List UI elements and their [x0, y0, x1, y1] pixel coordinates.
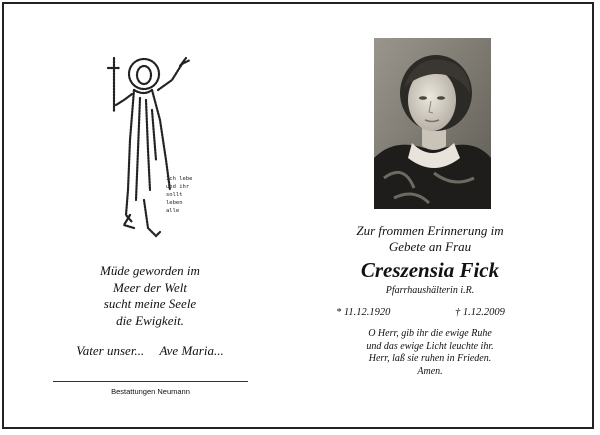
intro-line: Gebete an Frau	[388, 239, 472, 254]
inscription-line: sollt	[166, 192, 183, 198]
prayer-our-father: Vater unser...	[76, 343, 145, 358]
risen-christ-illustration	[100, 50, 200, 240]
deceased-name: Creszensia Fick	[360, 258, 500, 282]
poem-line: Meer der Welt	[113, 279, 187, 295]
poem-line: die Ewigkeit.	[116, 312, 184, 328]
inscription-line: Ich lebe	[166, 176, 193, 182]
death-date: † 1.12.2009	[455, 307, 505, 318]
inscription-line: alle	[166, 208, 180, 214]
prayer-hail-mary: Ave Maria...	[159, 343, 224, 358]
intro-line: Zur frommen Erinnerung im	[356, 223, 504, 238]
portrait-image	[374, 38, 491, 209]
inscription-line: leben	[166, 200, 183, 206]
poem-line: sucht meine Seele	[103, 296, 197, 311]
portrait-photo	[374, 38, 491, 209]
divider-line	[53, 381, 248, 382]
birth-date: * 11.12.1920	[336, 307, 391, 318]
blessing-line: und das ewige Licht leuchte ihr.	[366, 340, 494, 352]
undertaker-name: Bestattungen Neumann	[111, 387, 190, 396]
occupation: Pfarrhaushälterin i.R.	[385, 285, 475, 296]
prayer-line	[52, 343, 248, 359]
intro-text	[330, 223, 530, 255]
poem-line: Müde geworden im	[100, 263, 200, 278]
blessing-line: O Herr, gib ihr die ewige Ruhe	[368, 328, 492, 339]
blessing-line: Amen.	[417, 365, 443, 377]
blessing-prayer	[330, 328, 530, 378]
blessing-line: Herr, laß sie ruhen in Frieden.	[368, 353, 492, 364]
inscription-line: und ihr	[166, 184, 190, 190]
poem	[52, 263, 248, 329]
